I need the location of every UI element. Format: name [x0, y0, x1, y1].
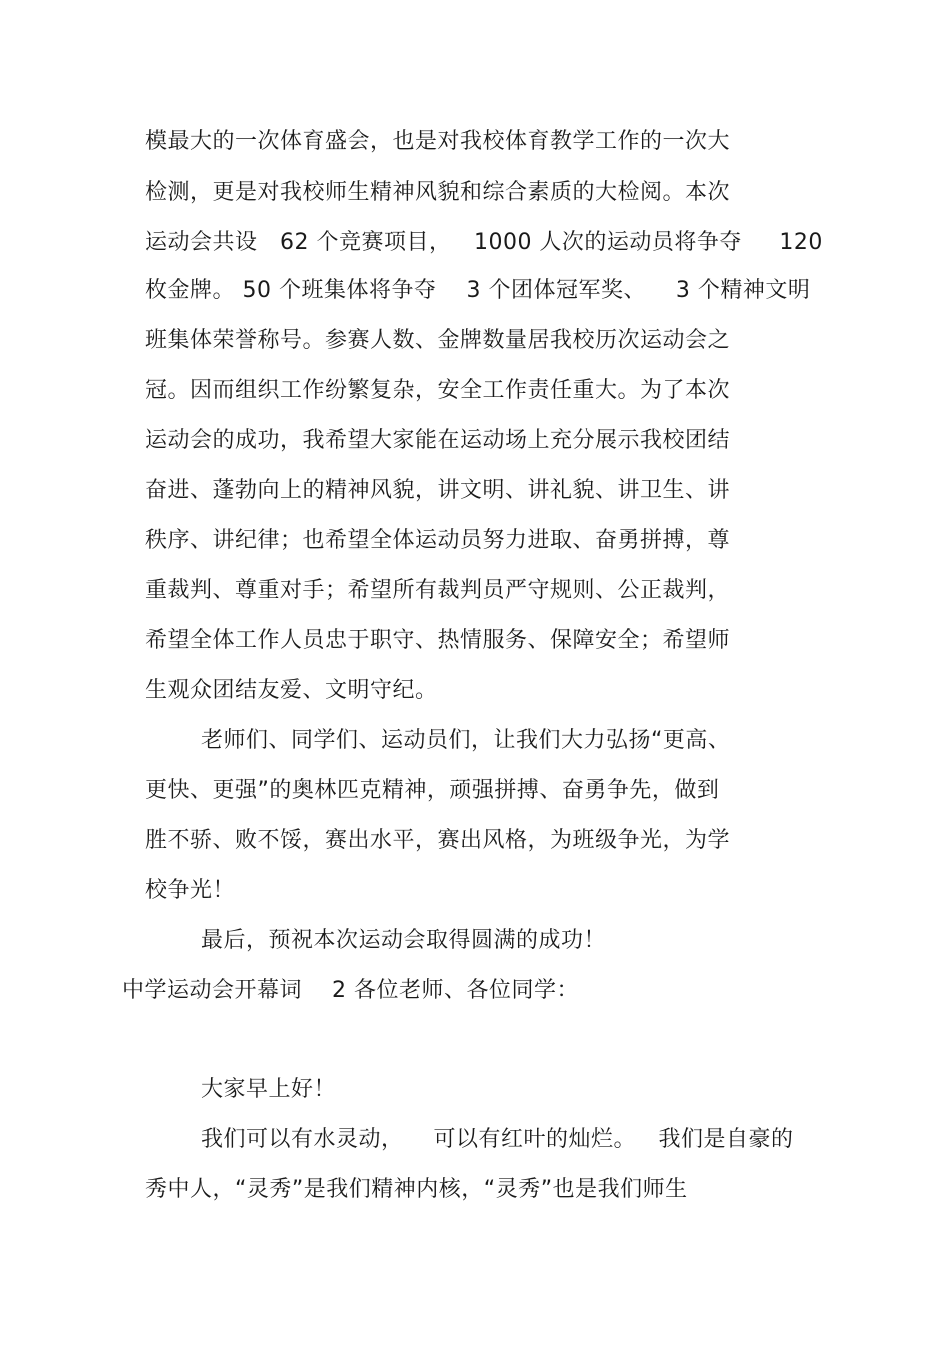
paragraph-line: 秩序、讲纪律；也希望全体运动员努力进取、奋勇拼搏，尊 — [145, 528, 731, 553]
paragraph-line: 秀中人，“灵秀”是我们精神内核，“灵秀”也是我们师生 — [145, 1177, 688, 1202]
section-heading: 中学运动会开幕词 2 各位老师、各位同学： — [122, 978, 579, 1003]
paragraph-line: 希望全体工作人员忠于职守、热情服务、保障安全；希望师 — [145, 628, 731, 653]
paragraph-line: 运动会的成功，我希望大家能在运动场上充分展示我校团结 — [145, 428, 731, 453]
paragraph-line: 最后，预祝本次运动会取得圆满的成功！ — [201, 928, 607, 953]
paragraph-line: 我们可以有水灵动， 可以有红叶的灿烂。 我们是自豪的 — [201, 1127, 794, 1152]
paragraph-line: 枚金牌。 50 个班集体将争夺 3 个团体冠军奖、 3 个精神文明 — [145, 278, 811, 303]
paragraph-line: 胜不骄、败不馁，赛出水平，赛出风格，为班级争光，为学 — [145, 828, 731, 853]
paragraph-line: 老师们、同学们、运动员们，让我们大力弘扬“更高、 — [201, 728, 731, 753]
paragraph-line: 重裁判、尊重对手；希望所有裁判员严守规则、公正裁判， — [145, 578, 731, 603]
paragraph-line: 运动会共设 62 个竞赛项目， 1000 人次的运动员将争夺 120 — [145, 230, 823, 255]
paragraph-line: 冠。因而组织工作纷繁复杂，安全工作责任重大。为了本次 — [145, 378, 731, 403]
paragraph-line: 奋进、蓬勃向上的精神风貌，讲文明、讲礼貌、讲卫生、讲 — [145, 478, 731, 503]
paragraph-line: 更快、更强”的奥林匹克精神，顽强拼搏、奋勇争先，做到 — [145, 778, 720, 803]
paragraph-line: 校争光！ — [145, 878, 236, 903]
paragraph-line: 检测，更是对我校师生精神风貌和综合素质的大检阅。本次 — [145, 180, 731, 205]
paragraph-line: 班集体荣誉称号。参赛人数、金牌数量居我校历次运动会之 — [145, 328, 731, 353]
greeting-line: 大家早上好！ — [201, 1077, 337, 1102]
paragraph-line: 模最大的一次体育盛会，也是对我校体育教学工作的一次大 — [145, 129, 731, 154]
paragraph-line: 生观众团结友爱、文明守纪。 — [145, 678, 438, 703]
